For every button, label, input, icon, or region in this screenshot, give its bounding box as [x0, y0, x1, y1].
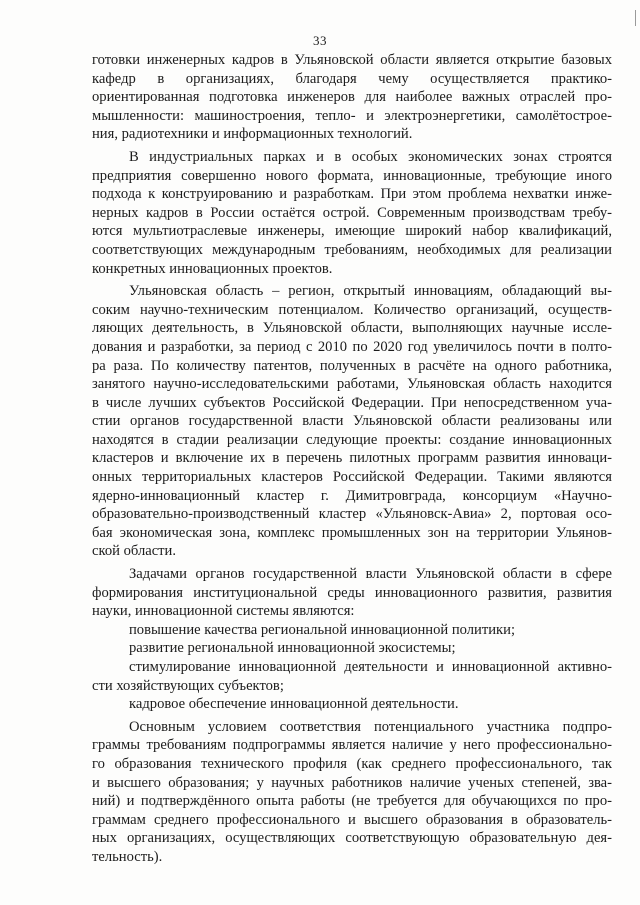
task-list [92, 621, 612, 714]
text-line: ориентированная подготовка инженеров для наиболее важных отраслей про- [92, 89, 612, 106]
text-line: занятого научно-исследовательскими работами, Ульяновская область находится [92, 376, 612, 393]
paragraph-1 [92, 51, 612, 144]
paragraph-5 [92, 718, 612, 867]
list-item: стимулирование инновационной деятельности и инновационной активно- [129, 659, 612, 675]
text-line: ской области. [92, 543, 177, 560]
text-line: ния, радиотехники и информационных технологий. [92, 126, 413, 143]
text-line: Основным условием соответствия потенциального участника подпро- [129, 718, 612, 735]
paragraph-4 [92, 565, 612, 621]
text-line: предприятия совершенно нового формата, инновационные, требующие иного [92, 167, 612, 184]
text-line: подхода к конструированию и разработкам. При этом проблема нехватки инже- [92, 186, 612, 203]
text-line: формирования институциональной среды инновационного развития, развития [92, 584, 612, 601]
text-line: дования и разработки, за период с 2010 по 2020 год увеличилось почти в полто- [92, 338, 612, 355]
text-line: Ульяновская область – регион, открытый инновациям, обладающий вы- [129, 283, 612, 300]
paragraph-3 [92, 282, 612, 561]
text-line: ляющих деятельность, в Ульяновской области, выполняющих научные иссле- [92, 320, 612, 337]
text-line: ных организациях, осуществляющих соответствующую образовательную дея- [92, 830, 612, 847]
text-line: мышленности: машиностроения, тепло- и электроэнергетики, самолётострое- [92, 107, 612, 124]
list-item: повышение качества региональной инновационной политики; [129, 621, 516, 638]
list-item: кадровое обеспечение инновационной деятельности. [129, 696, 459, 713]
text-line: бая экономическая зона, комплекс промышленных зон на территории Ульянов- [92, 524, 612, 541]
scan-edge-mark [629, 10, 636, 26]
text-line: ра раза. По количеству патентов, полученных в расчёте на одного работника, [92, 357, 612, 374]
text-line: стии органов государственной власти Ульяновской области реализованы или [92, 413, 612, 430]
text-line: конкретных инновационных проектов. [92, 260, 333, 277]
text-line: го образования технического профиля (как среднего профессионального, так [92, 755, 612, 772]
text-line: готовки инженерных кадров в Ульяновской области является открытие базовых [92, 52, 612, 68]
text-line: науки, инновационной системы являются: [92, 603, 355, 620]
text-line: ний) и подтверждённого опыта работы (не требуется для обучающихся по про- [92, 793, 612, 810]
text-line: граммы требованиям подпрограммы является наличие у него профессионально- [92, 737, 612, 754]
list-item-continuation: сти хозяйствующих субъектов; [92, 677, 284, 694]
text-line: соким научно-техническим потенциалом. Количество организаций, осуществ- [92, 301, 612, 318]
text-line: кафедр в организациях, благодаря чему осуществляется практико- [92, 70, 612, 87]
text-line: кластеров и включение их в перечень пилотных программ развития инноваци- [92, 450, 612, 467]
text-line: Задачами органов государственной власти Ульяновской области в сфере [129, 566, 612, 583]
text-line: соответствующих международным требованиям, необходимых для реализации [92, 241, 612, 258]
text-line: В индустриальных парках и в особых экономических зонах строятся [129, 148, 612, 165]
text-line: находятся в стадии реализации следующие проекты: создание инновационных [92, 431, 612, 448]
text-line: онных территориальных кластеров Российской Федерации. Такими являются [92, 469, 612, 486]
text-line: и высшего образования; у научных работников наличие ученых степеней, зва- [92, 774, 612, 791]
paragraph-2 [92, 148, 612, 278]
text-line: нерных кадров в России остаётся острой. Современным производствам требу- [92, 204, 612, 221]
page-number: 33 [313, 33, 327, 48]
body-text [92, 51, 612, 867]
text-line: ядерно-инновационный кластер г. Димитровграда, консорциум «Научно- [92, 487, 612, 504]
list-item: развитие региональной инновационной экосистемы; [129, 640, 456, 657]
text-line: тельность). [92, 848, 163, 865]
text-line: в числе лучших субъектов Российской Федерации. При непосредственном уча- [92, 394, 612, 411]
text-line: ются мультиотраслевые инженеры, имеющие широкий набор квалификаций, [92, 223, 612, 240]
text-line: образовательно-производственный кластер «Ульяновск-Авиа» 2, портовая осо- [92, 506, 612, 523]
text-line: граммам среднего профессионального и высшего образования в образователь- [92, 811, 612, 828]
